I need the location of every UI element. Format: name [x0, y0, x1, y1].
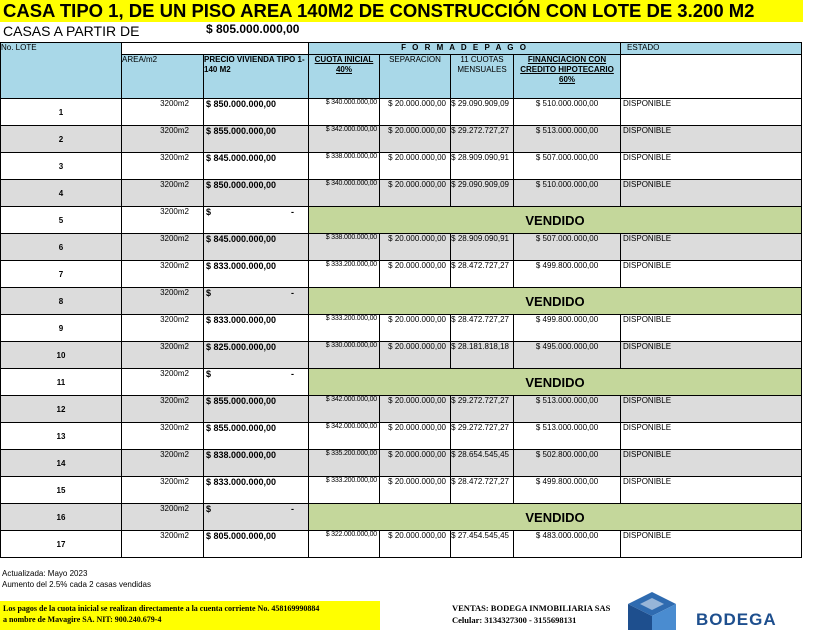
estado-cell: DISPONIBLE: [621, 531, 802, 558]
payment-line-2: a nombre de Mavagire SA. NIT: 900.240.679-4: [3, 615, 162, 624]
area-cell: 3200m2: [122, 126, 204, 153]
lote-number: 1: [1, 99, 122, 126]
lote-number: 17: [1, 531, 122, 558]
payment-info: [0, 601, 380, 630]
lote-number: 10: [1, 342, 122, 369]
cuota-cell: $ 338.000.000,00: [309, 153, 380, 180]
cuotas-cell: $ 28.909.090,91: [451, 153, 514, 180]
cuotas-cell: $ 29.090.909,09: [451, 180, 514, 207]
area-cell: 3200m2: [122, 261, 204, 288]
area-cell: 3200m2: [122, 477, 204, 504]
header-area: AREA/m2: [122, 55, 204, 99]
estado-cell: DISPONIBLE: [621, 180, 802, 207]
table-row: [1, 450, 802, 477]
financiacion-cell: $ 502.800.000,00: [514, 450, 621, 477]
table-row: [1, 369, 802, 396]
precio-cell: $ 845.000.000,00: [204, 234, 309, 261]
lote-number: 6: [1, 234, 122, 261]
cuotas-cell: $ 29.090.909,09: [451, 99, 514, 126]
header-estado: ESTADO: [621, 43, 802, 55]
area-cell: 3200m2: [122, 450, 204, 477]
separacion-cell: $ 20.000.000,00: [380, 126, 451, 153]
separacion-cell: $ 20.000.000,00: [380, 396, 451, 423]
precio-currency: $: [206, 504, 212, 514]
cuota-cell: $ 340.000.000,00: [309, 99, 380, 126]
lote-number: 8: [1, 288, 122, 315]
cuotas-cell: $ 29.272.727,27: [451, 126, 514, 153]
precio-dash: -: [291, 207, 294, 217]
price-table: [0, 42, 802, 558]
area-cell: 3200m2: [122, 99, 204, 126]
payment-line-1: Los pagos de la cuota inicial se realizan directamente a la cuenta corriente No. 458169990884: [3, 604, 320, 613]
header-blank: [122, 43, 309, 55]
estado-cell: DISPONIBLE: [621, 315, 802, 342]
table-row: [1, 396, 802, 423]
lote-number: 11: [1, 369, 122, 396]
lote-number: 5: [1, 207, 122, 234]
header-separacion: SEPARACION: [380, 55, 451, 99]
table-row: [1, 180, 802, 207]
cuota-cell: $ 335.200.000,00: [309, 450, 380, 477]
price-from-label: CASAS A PARTIR DE: [3, 23, 140, 39]
bodega-logo: [618, 590, 840, 630]
estado-cell: DISPONIBLE: [621, 396, 802, 423]
separacion-cell: $ 20.000.000,00: [380, 531, 451, 558]
header-precio: PRECIO VIVIENDA TIPO 1- 140 M2: [204, 55, 309, 99]
header-cuota: CUOTA INICIAL 40%: [309, 55, 380, 99]
cuota-cell: $ 342.000.000,00: [309, 396, 380, 423]
separacion-cell: $ 20.000.000,00: [380, 477, 451, 504]
cuota-cell: $ 333.200.000,00: [309, 477, 380, 504]
cuotas-cell: $ 28.909.090,91: [451, 234, 514, 261]
cuotas-cell: $ 29.272.727,27: [451, 396, 514, 423]
sales-line-2: Celular: 3134327300 - 3155698131: [452, 615, 577, 625]
lote-number: 7: [1, 261, 122, 288]
precio-cell: $ 855.000.000,00: [204, 396, 309, 423]
estado-cell: DISPONIBLE: [621, 477, 802, 504]
table-row: [1, 477, 802, 504]
cuotas-cell: $ 28.654.545,45: [451, 450, 514, 477]
separacion-cell: $ 20.000.000,00: [380, 315, 451, 342]
price-from: [0, 22, 800, 42]
table-row: [1, 261, 802, 288]
cuota-cell: $ 333.200.000,00: [309, 261, 380, 288]
cuotas-cell: $ 28.181.818,18: [451, 342, 514, 369]
financiacion-cell: $ 507.000.000,00: [514, 234, 621, 261]
price-from-value: $ 805.000.000,00: [206, 22, 300, 36]
financiacion-cell: $ 510.000.000,00: [514, 180, 621, 207]
precio-dash: -: [291, 504, 294, 514]
table-row: [1, 288, 802, 315]
notes: [2, 568, 151, 590]
lote-number: 3: [1, 153, 122, 180]
financiacion-cell: $ 499.800.000,00: [514, 477, 621, 504]
lote-number: 2: [1, 126, 122, 153]
cuota-cell: $ 333.200.000,00: [309, 315, 380, 342]
table-row: [1, 423, 802, 450]
separacion-cell: $ 20.000.000,00: [380, 180, 451, 207]
table-row: [1, 99, 802, 126]
financiacion-cell: $ 483.000.000,00: [514, 531, 621, 558]
header-estado-blank: [621, 55, 802, 99]
area-cell: 3200m2: [122, 315, 204, 342]
precio-currency: $: [206, 207, 212, 217]
separacion-cell: $ 20.000.000,00: [380, 342, 451, 369]
precio-cell: $ 833.000.000,00: [204, 315, 309, 342]
area-cell: 3200m2: [122, 207, 204, 234]
cuota-cell: $ 338.000.000,00: [309, 234, 380, 261]
estado-cell: DISPONIBLE: [621, 342, 802, 369]
financiacion-cell: $ 499.800.000,00: [514, 261, 621, 288]
area-cell: 3200m2: [122, 396, 204, 423]
note-updated: Actualizada: Mayo 2023: [2, 569, 88, 578]
logo-text: BODEGA: [696, 610, 777, 629]
sold-status: VENDIDO: [309, 504, 802, 531]
precio-cell: [204, 207, 309, 234]
separacion-cell: $ 20.000.000,00: [380, 153, 451, 180]
separacion-cell: $ 20.000.000,00: [380, 423, 451, 450]
lote-number: 16: [1, 504, 122, 531]
area-cell: 3200m2: [122, 153, 204, 180]
estado-cell: DISPONIBLE: [621, 99, 802, 126]
estado-cell: DISPONIBLE: [621, 126, 802, 153]
precio-cell: $ 855.000.000,00: [204, 126, 309, 153]
precio-cell: $ 838.000.000,00: [204, 450, 309, 477]
precio-cell: $ 825.000.000,00: [204, 342, 309, 369]
cuota-cell: $ 342.000.000,00: [309, 126, 380, 153]
table-row: [1, 234, 802, 261]
header-cuotas: 11 CUOTAS MENSUALES: [451, 55, 514, 99]
precio-currency: $: [206, 288, 212, 298]
area-cell: 3200m2: [122, 180, 204, 207]
table-row: [1, 315, 802, 342]
financiacion-cell: $ 513.000.000,00: [514, 126, 621, 153]
area-cell: 3200m2: [122, 504, 204, 531]
cuota-cell: $ 342.000.000,00: [309, 423, 380, 450]
page-title: CASA TIPO 1, DE UN PISO AREA 140M2 DE CONSTRUCCIÓN CON LOTE DE 3.200 M2: [0, 0, 803, 22]
cuotas-cell: $ 29.272.727,27: [451, 423, 514, 450]
area-cell: 3200m2: [122, 369, 204, 396]
table-row: [1, 504, 802, 531]
header-lote: No. LOTE: [1, 43, 122, 99]
precio-cell: $ 855.000.000,00: [204, 423, 309, 450]
estado-cell: DISPONIBLE: [621, 423, 802, 450]
area-cell: 3200m2: [122, 342, 204, 369]
area-cell: 3200m2: [122, 288, 204, 315]
financiacion-cell: $ 499.800.000,00: [514, 315, 621, 342]
sales-info: [452, 602, 610, 626]
financiacion-cell: $ 513.000.000,00: [514, 423, 621, 450]
lote-number: 15: [1, 477, 122, 504]
logo-cube-icon: [618, 590, 688, 630]
cuota-cell: $ 330.000.000,00: [309, 342, 380, 369]
sold-status: VENDIDO: [309, 288, 802, 315]
header-financiacion: FINANCIACION CON CREDITO HIPOTECARIO 60%: [514, 55, 621, 99]
cuotas-cell: $ 27.454.545,45: [451, 531, 514, 558]
precio-cell: $ 850.000.000,00: [204, 99, 309, 126]
table-row: [1, 342, 802, 369]
cuota-cell: $ 340.000.000,00: [309, 180, 380, 207]
lote-number: 12: [1, 396, 122, 423]
table-row: [1, 126, 802, 153]
separacion-cell: $ 20.000.000,00: [380, 261, 451, 288]
separacion-cell: $ 20.000.000,00: [380, 234, 451, 261]
financiacion-cell: $ 507.000.000,00: [514, 153, 621, 180]
precio-cell: $ 850.000.000,00: [204, 180, 309, 207]
cuota-cell: $ 322.000.000,00: [309, 531, 380, 558]
precio-cell: [204, 504, 309, 531]
precio-cell: [204, 369, 309, 396]
separacion-cell: $ 20.000.000,00: [380, 450, 451, 477]
area-cell: 3200m2: [122, 423, 204, 450]
lote-number: 9: [1, 315, 122, 342]
financiacion-cell: $ 513.000.000,00: [514, 396, 621, 423]
precio-cell: $ 805.000.000,00: [204, 531, 309, 558]
precio-cell: $ 833.000.000,00: [204, 261, 309, 288]
lote-number: 14: [1, 450, 122, 477]
precio-cell: $ 833.000.000,00: [204, 477, 309, 504]
area-cell: 3200m2: [122, 234, 204, 261]
cuotas-cell: $ 28.472.727,27: [451, 315, 514, 342]
header-forma-pago: F O R M A D E P A G O: [309, 43, 621, 55]
table-row: [1, 207, 802, 234]
precio-cell: [204, 288, 309, 315]
area-cell: 3200m2: [122, 531, 204, 558]
sales-line-1: VENTAS: BODEGA INMOBILIARIA SAS: [452, 603, 611, 613]
note-increase: Aumento del 2.5% cada 2 casas vendidas: [2, 580, 151, 589]
estado-cell: DISPONIBLE: [621, 153, 802, 180]
estado-cell: DISPONIBLE: [621, 450, 802, 477]
separacion-cell: $ 20.000.000,00: [380, 99, 451, 126]
table-row: [1, 153, 802, 180]
lote-number: 13: [1, 423, 122, 450]
precio-dash: -: [291, 288, 294, 298]
sold-status: VENDIDO: [309, 207, 802, 234]
financiacion-cell: $ 510.000.000,00: [514, 99, 621, 126]
estado-cell: DISPONIBLE: [621, 261, 802, 288]
sold-status: VENDIDO: [309, 369, 802, 396]
table-row: [1, 531, 802, 558]
lote-number: 4: [1, 180, 122, 207]
precio-dash: -: [291, 369, 294, 379]
cuotas-cell: $ 28.472.727,27: [451, 261, 514, 288]
financiacion-cell: $ 495.000.000,00: [514, 342, 621, 369]
estado-cell: DISPONIBLE: [621, 234, 802, 261]
precio-cell: $ 845.000.000,00: [204, 153, 309, 180]
precio-currency: $: [206, 369, 212, 379]
cuotas-cell: $ 28.472.727,27: [451, 477, 514, 504]
